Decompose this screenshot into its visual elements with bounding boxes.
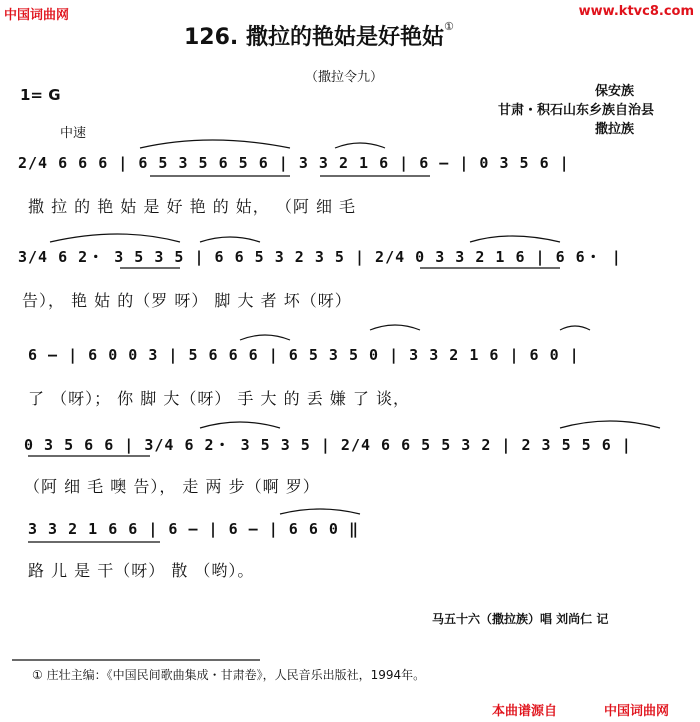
location: 甘肃・积石山东乡族自治县 (498, 103, 655, 118)
slur (370, 325, 420, 330)
slur (335, 143, 385, 148)
key-signature: 1= G (20, 86, 61, 104)
slur (200, 422, 280, 428)
slur (560, 326, 590, 330)
slur (200, 237, 260, 242)
slur (240, 335, 290, 340)
notation-line-2: 3/4 6 2・ 3 5 3 5 | 6 6 5 3 2 3 5 | 2/4 0 3 3 2 1 6 | 6 6・ | (18, 248, 622, 266)
slur (50, 234, 180, 242)
lyrics-line-3: 了 （呀）； 你 脚 大（呀） 手 大 的 丢 嫌 了 谈， (28, 389, 410, 408)
notation-line-5: 3 3 2 1 6 6 | 6 — | 6 — | 6 6 0 ‖ (28, 520, 360, 538)
watermark-top-right: www.ktvc8.com (578, 4, 694, 19)
lyrics-line-5: 路 儿 是 干（呀） 散 （哟）。 (28, 561, 255, 580)
slur (560, 421, 660, 428)
performer-group: 撒拉族 (595, 122, 635, 137)
slur (140, 140, 290, 148)
song-title: 撒拉的艳姑是好艳姑 (245, 25, 444, 50)
watermark-bottom-left: 本曲谱源自 (492, 704, 558, 719)
lyrics-line-1: 撒 拉 的 艳 姑 是 好 艳 的 姑， （阿 细 毛 (28, 197, 357, 216)
notation-line-3: 6 — | 6 0 0 3 | 5 6 6 6 | 6 5 3 5 0 | 3 3 2 1 6 | 6 0 | (28, 346, 580, 364)
song-number: 126. (184, 25, 239, 50)
slur (470, 236, 560, 242)
footnote-marker: ① (443, 20, 454, 33)
tempo-marking: 中速 (60, 126, 87, 141)
notation-line-4: 0 3 5 6 6 | 3/4 6 2・ 3 5 3 5 | 2/4 6 6 5 5 3 2 | 2 3 5 5 6 | (24, 436, 632, 454)
lyrics-line-4: （阿 细 毛 噢 告）， 走 两 步（啊 罗） (24, 477, 320, 496)
song-subtitle: （撒拉令九） (305, 70, 384, 85)
footnote-text: ① 庄壮主编：《中国民间歌曲集成・甘肃卷》，人民音乐出版社，1994年。 (32, 668, 426, 682)
performer-credit: 马五十六（撒拉族）唱 刘尚仁 记 (432, 612, 609, 626)
lyrics-line-2: 告）， 艳 姑 的（罗 呀） 脚 大 者 坏（呀） (22, 291, 352, 310)
notation-line-1: 2/4 6 6 6 | 6 5 3 5 6 5 6 | 3 3 2 1 6 | 6 — | 0 3 5 6 | (18, 154, 570, 172)
ethnicity: 保安族 (595, 84, 635, 99)
watermark-top-left: 中国词曲网 (4, 8, 70, 23)
slur (280, 509, 360, 514)
watermark-bottom-right: 中国词曲网 (604, 704, 670, 719)
